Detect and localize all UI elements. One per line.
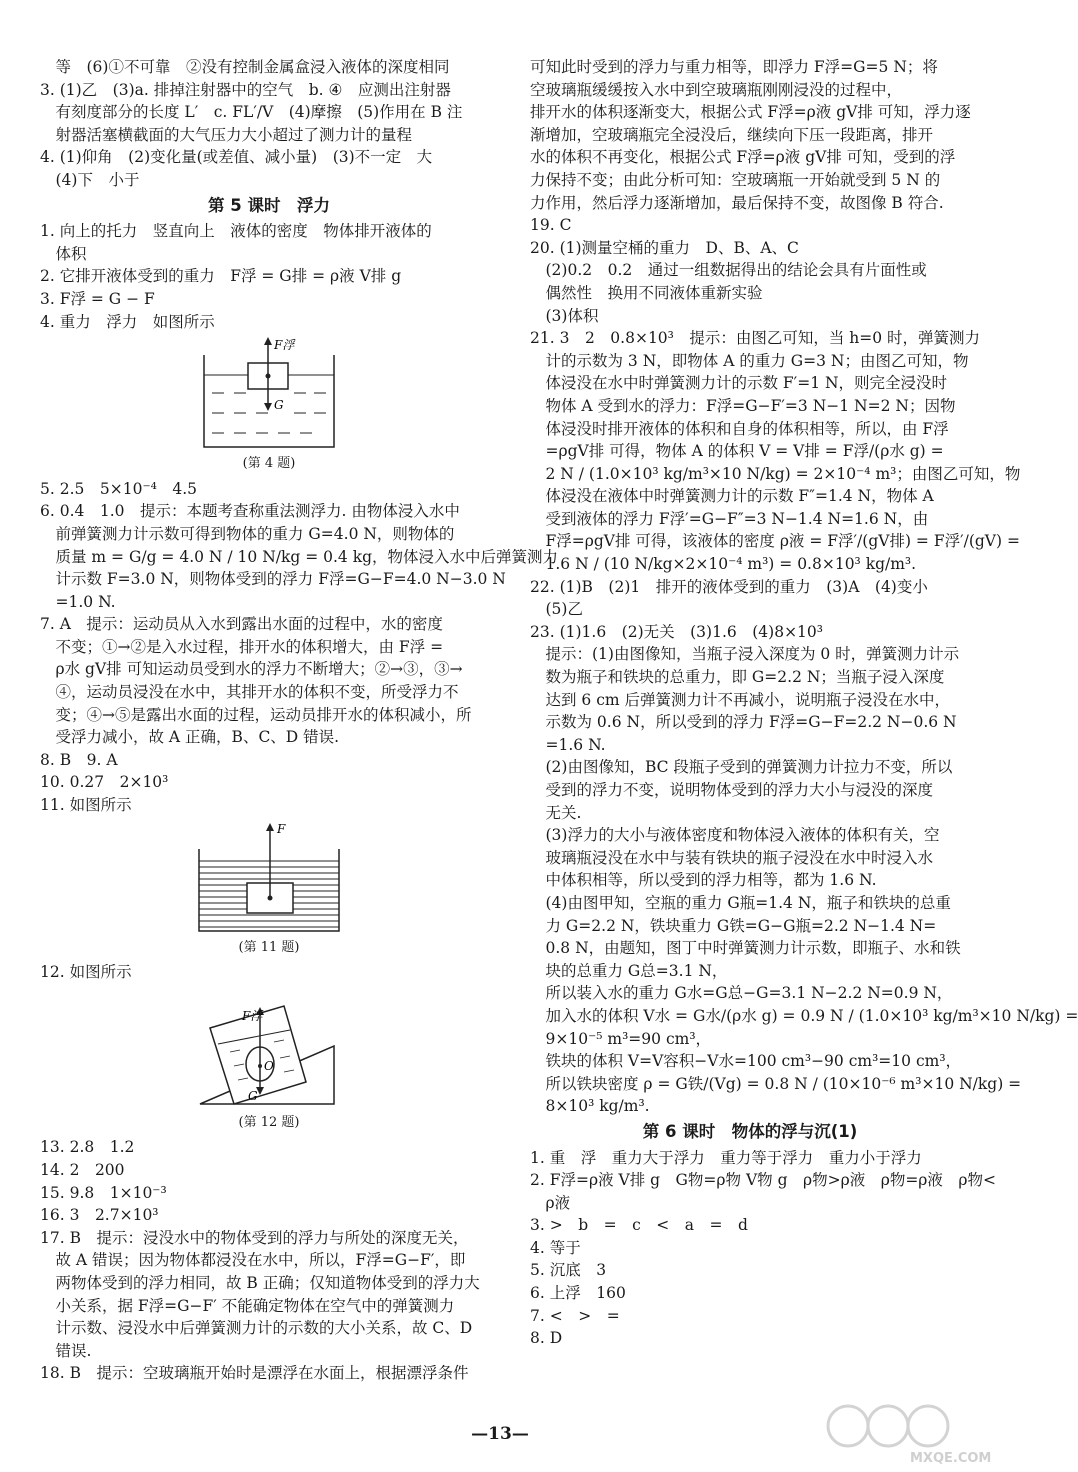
watermark-logo <box>818 1396 992 1466</box>
text-line: 玻璃瓶浸没在水中与装有铁块的瓶子浸没在水中时浸入水 <box>530 848 934 867</box>
text-line: 4. 重力 浮力 如图所示 <box>40 312 215 331</box>
text-line: 0.8 N，由题知，图丁中时弹簧测力计示数，即瓶子、水和铁 <box>530 939 961 958</box>
text-line: 受到液体的浮力 F浮′=G−F″=3 N−1.4 N=1.6 N，由 <box>530 509 929 528</box>
text-line: 两物体受到的浮力相同，故 B 正确；仅知道物体受到的浮力大 <box>40 1273 480 1292</box>
text-line: 物体 A 受到水的浮力：F浮=G−F′=3 N−1 N=2 N；因物 <box>530 396 956 415</box>
text-line: 不变；①→②是入水过程，排开水的体积增大，由 F浮 = <box>40 637 444 656</box>
text-line: 4. (1)仰角 (2)变化量(或差值、减小量) (3)不一定 大 <box>40 148 433 167</box>
label-f: F <box>277 821 286 836</box>
text-line: (2)0.2 0.2 通过一组数据得出的结论会具有片面性或 <box>530 261 927 280</box>
text-line: 计的示数为 3 N，即物体 A 的重力 G=3 N；由图乙可知，物 <box>530 351 969 370</box>
label-f-buoyancy: F浮 <box>274 338 295 353</box>
text-line: (2)由图像知，BC 段瓶子受到的弹簧测力计拉力不变，所以 <box>530 758 953 777</box>
text-line: 力保持不变；由此分析可知：空玻璃瓶一开始就受到 5 N 的 <box>530 170 941 189</box>
right-column <box>530 56 1078 1350</box>
text-line: 5. 2.5 5×10⁻⁴ 4.5 <box>40 479 197 498</box>
text-line: 偶然性 换用不同液体重新实验 <box>530 283 763 302</box>
text-line: 3. (1)乙 (3)a. 排掉注射器中的空气 b. ④ 应测出注射器 <box>40 80 451 99</box>
text-line: 水的体积不再变化，根据公式 F浮=ρ液 gV排 可知，受到的浮 <box>530 148 956 167</box>
text-line: ρ液 <box>530 1193 571 1212</box>
figure-q11 <box>40 819 498 960</box>
text-line: =ρgV排 可得，物体 A 的体积 V = V排 = F浮/(ρ水 g) = <box>530 442 944 461</box>
watermark-text: MXQE.COM <box>910 1451 992 1466</box>
answer-block-top <box>40 56 498 192</box>
text-line: 体积 <box>40 244 87 263</box>
text-line: 1. 向上的托力 竖直向上 液体的密度 物体排开液体的 <box>40 222 432 241</box>
text-line: 9×10⁻⁵ m³=90 cm³， <box>530 1029 712 1048</box>
text-line: 受到的浮力不变，说明物体受到的浮力大小与浸没的深度 <box>530 781 934 799</box>
text-line: 所以铁块密度 ρ = G铁/(Vg) = 0.8 N / (10×10⁻⁶ m³×10 N/kg) = <box>530 1074 1022 1093</box>
text-line: 变；④→⑤是露出水面的过程，运动员排开水的体积减小，所 <box>40 705 472 724</box>
figure-caption-q11: (第 11 题) <box>238 939 300 955</box>
section-title-lesson5: 第 5 课时 浮力 <box>208 195 330 215</box>
section-title-lesson6: 第 6 课时 物体的浮与沉(1) <box>642 1121 858 1141</box>
text-line: 错误. <box>40 1341 92 1360</box>
text-line: 13. 2.8 1.2 <box>40 1138 135 1157</box>
text-line: 射器活塞横截面的大气压力大小超过了测力计的量程 <box>40 125 413 144</box>
text-line: (3)体积 <box>530 306 599 325</box>
text-line: 23. (1)1.6 (2)无关 (3)1.6 (4)8×10³ <box>530 622 823 641</box>
figure-q4 <box>40 335 498 476</box>
figure-caption-q4: (第 4 题) <box>242 456 296 472</box>
text-line: 7. A 提示：运动员从入水到露出水面的过程中，水的密度 <box>40 615 443 634</box>
label-g: G <box>248 1088 258 1103</box>
label-f-buoyancy: F浮 <box>242 1008 263 1023</box>
text-line: (5)乙 <box>530 600 583 619</box>
text-line: 前弹簧测力计示数可得到物体的重力 G=4.0 N，则物体的 <box>40 524 455 543</box>
text-line: 小关系，据 F浮=G−F′ 不能确定物体在空气中的弹簧测力 <box>40 1296 455 1315</box>
text-line: (4)由图甲知，空瓶的重力 G瓶=1.4 N，瓶子和铁块的总重 <box>530 893 951 912</box>
text-line: 1. 重 浮 重力大于浮力 重力等于浮力 重力小于浮力 <box>530 1148 922 1167</box>
text-line: 3. > b = c < a = d <box>530 1216 748 1235</box>
text-line: 15. 9.8 1×10⁻³ <box>40 1183 167 1202</box>
answer-block-q13-q18 <box>40 1136 498 1385</box>
text-line: 加入水的体积 V水 = G水/(ρ水 g) = 0.9 N / (1.0×10³ kg/m³×10 N/kg) = <box>530 1006 1078 1025</box>
text-line: 力作用，然后浮力逐渐增加，最后保持不变，故图像 B 符合. <box>530 193 944 212</box>
page-number: —13— <box>471 1424 529 1444</box>
text-line: =1.6 N. <box>530 735 606 754</box>
text-line: 10. 0.27 2×10³ <box>40 773 169 792</box>
text-line: 11. 如图所示 <box>40 796 132 815</box>
text-line: 计示数、浸没水中后弹簧测力计的示数的大小关系，故 C、D <box>40 1319 473 1338</box>
figure-caption-q12: (第 12 题) <box>238 1114 300 1130</box>
text-line: 17. B 提示：浸没水中的物体受到的浮力与所处的深度无关， <box>40 1228 469 1247</box>
answer-block-q18-q23 <box>530 56 1078 1118</box>
text-line: 故 A 错误；因为物体都浸没在水中，所以，F浮=G−F′，即 <box>40 1251 466 1270</box>
diagram-q4-buoyancy <box>194 335 344 451</box>
text-line: 18. B 提示：空玻璃瓶开始时是漂浮在水面上，根据漂浮条件 <box>40 1364 469 1383</box>
text-line: 排开水的体积逐渐变大，根据公式 F浮=ρ液 gV排 可知，浮力逐 <box>530 103 971 122</box>
text-line: 12. 如图所示 <box>40 963 132 982</box>
text-line: 铁块的体积 V=V容积−V水=100 cm³−90 cm³=10 cm³， <box>530 1052 962 1071</box>
text-line: 数为瓶子和铁块的总重力，即 G=2.2 N；当瓶子浸入深度 <box>530 668 945 687</box>
text-line: 所以装入水的重力 G水=G总−G=3.1 N−2.2 N=0.9 N， <box>530 984 953 1003</box>
text-line: 体浸没时排开液体的体积和自身的体积相等，所以，由 F浮 <box>530 419 949 438</box>
text-line: 达到 6 cm 后弹簧测力计不再减小，说明瓶子浸没在水中， <box>530 690 951 709</box>
text-line: 有刻度部分的长度 L′ c. FL′/V (4)摩擦 (5)作用在 B 注 <box>40 103 463 122</box>
text-line: 体浸没在水中时弹簧测力计的示数 F′=1 N，则完全浸没时 <box>530 374 948 393</box>
answer-block-q12 <box>40 961 498 984</box>
text-line: (3)浮力的大小与液体密度和物体浸入液体的体积有关，空 <box>530 826 940 845</box>
text-line: 等 (6)①不可靠 ②没有控制金属盒浸入液体的深度相同 <box>40 58 450 76</box>
text-line: 6. 上浮 160 <box>530 1284 626 1303</box>
text-line: 6. 0.4 1.0 提示：本题考查称重法测浮力. 由物体浸入水中 <box>40 502 460 521</box>
text-line: 19. C <box>530 216 572 235</box>
text-line: 渐增加，空玻璃瓶完全浸没后，继续向下压一段距离，排开 <box>530 125 934 144</box>
text-line: 1.6 N / (10 N/kg×2×10⁻⁴ m³) = 0.8×10³ kg/m³. <box>530 555 917 574</box>
figure-q12 <box>40 986 498 1135</box>
text-line: 8. D <box>530 1329 563 1348</box>
text-line: 3. F浮 = G − F <box>40 289 155 308</box>
text-line: 21. 3 2 0.8×10³ 提示：由图乙可知，当 h=0 时，弹簧测力 <box>530 329 981 348</box>
text-line: ρ水 gV排 可知运动员受到水的浮力不断增大；②→③，③→ <box>40 660 463 679</box>
answer-block-lesson6 <box>530 1147 997 1350</box>
text-line: 5. 沉底 3 <box>530 1261 607 1280</box>
text-line: 22. (1)B (2)1 排开的液体受到的重力 (3)A (4)变小 <box>530 577 928 596</box>
text-line: (4)下 小于 <box>40 170 140 189</box>
text-line: 力 G=2.2 N，铁块重力 G铁=G−G瓶=2.2 N−1.4 N= <box>530 916 937 935</box>
text-line: 空玻璃瓶缓缓按入水中到空玻璃瓶刚刚浸没的过程中， <box>530 80 903 99</box>
text-line: 2 N / (1.0×10³ kg/m³×10 N/kg) = 2×10⁻⁴ m³；由图乙可知，物 <box>530 464 1021 483</box>
label-g: G <box>274 398 284 413</box>
text-line: 无关. <box>530 803 582 822</box>
label-o: O <box>264 1058 274 1073</box>
text-line: ④，运动员浸没在水中，其排开水的体积不变，所受浮力不 <box>40 683 459 702</box>
text-line: 4. 等于 <box>530 1238 581 1257</box>
text-line: F浮=ρgV排 可得，该液体的密度 ρ液 = F浮′/(gV排) = F浮′/(gV) = <box>530 532 1020 551</box>
text-line: 20. (1)测量空桶的重力 D、B、A、C <box>530 238 799 257</box>
text-line: 块的总重力 G总=3.1 N， <box>530 961 728 980</box>
diagram-q11-buoyancy <box>189 819 349 935</box>
text-line: 8×10³ kg/m³. <box>530 1097 650 1116</box>
text-line: 示数为 0.6 N，所以受到的浮力 F浮=G−F=2.2 N−0.6 N <box>530 713 957 732</box>
text-line: 计示数 F=3.0 N，则物体受到的浮力 F浮=G−F=4.0 N−3.0 N <box>40 570 506 589</box>
text-line: 可知此时受到的浮力与重力相等，即浮力 F浮=G=5 N；将 <box>530 58 938 76</box>
text-line: 中体积相等，所以受到的浮力相等，都为 1.6 N. <box>530 871 877 890</box>
text-line: 7. < > = <box>530 1306 620 1325</box>
text-line: =1.0 N. <box>40 592 116 611</box>
text-line: 16. 3 2.7×10³ <box>40 1206 159 1225</box>
text-line: 体浸没在液体中时弹簧测力计的示数 F″=1.4 N，物体 A <box>530 487 934 506</box>
text-line: 质量 m = G/g = 4.0 N / 10 N/kg = 0.4 kg，物体浸入水中后弹簧测力 <box>40 547 559 566</box>
diagram-q12-incline <box>194 986 344 1110</box>
text-line: 2. F浮=ρ液 V排 g G物=ρ物 V物 g ρ物>ρ液 ρ物=ρ液 ρ物< <box>530 1171 997 1190</box>
text-line: 提示：(1)由图像知，当瓶子浸入深度为 0 时，弹簧测力计示 <box>530 645 960 664</box>
text-line: 受浮力减小，故 A 正确，B、C、D 错误. <box>40 728 340 747</box>
text-line: 8. B 9. A <box>40 750 118 769</box>
answer-block-lesson5 <box>40 220 498 333</box>
text-line: 2. 它排开液体受到的重力 F浮 = G排 = ρ液 V排 g <box>40 267 402 286</box>
text-line: 14. 2 200 <box>40 1161 125 1179</box>
